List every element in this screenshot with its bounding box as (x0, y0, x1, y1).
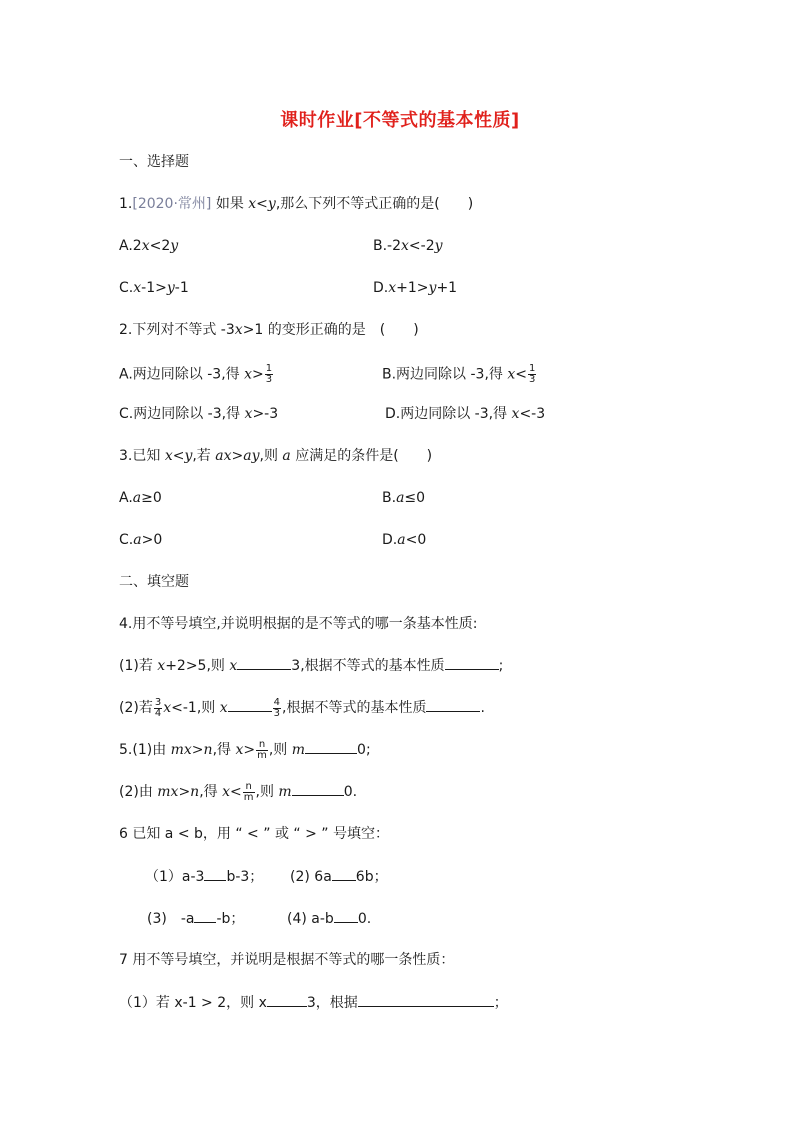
q1-option-a: A.2x<2y (119, 238, 179, 254)
answer-blank[interactable] (334, 908, 358, 923)
q6-part-2: (2) 6a 6b； (290, 866, 388, 887)
answer-blank[interactable] (426, 697, 480, 712)
q2-option-a: A.两边同除以 -3,得 x> $\frac{1}{3}$ (119, 363, 273, 385)
q7-part-1: （1）若 x-1 > 2，则 x 3，根据 ； (119, 992, 508, 1013)
q4-part-2: (2)若 $\frac{3}{4}$ x<-1,则 x $\frac{4}{3}$ ,根据不等式的基本性质 . (119, 696, 485, 719)
question-2-stem: 2.下列对不等式 -3x>1 的变形正确的是 ( ) (119, 322, 419, 338)
q3-option-d: D.a<0 (382, 532, 427, 548)
question-6-stem: 6 已知 a < b，用 “ < ” 或 “ > ” 号填空： (119, 826, 389, 842)
section-heading-fill: 二、填空题 (119, 574, 189, 590)
q3-option-a: A.a≥0 (119, 490, 162, 506)
answer-blank[interactable] (194, 908, 216, 923)
q2-option-d: D.两边同除以 -3,得 x<-3 (385, 406, 546, 422)
answer-blank[interactable] (228, 697, 272, 712)
q1-option-b: B.-2x<-2y (373, 238, 443, 254)
answer-blank[interactable] (445, 655, 499, 670)
answer-blank[interactable] (204, 866, 226, 881)
answer-blank[interactable] (267, 992, 307, 1007)
question-source: [2020·常州] (132, 196, 212, 212)
q2-option-c: C.两边同除以 -3,得 x>-3 (119, 406, 279, 422)
q1-option-d: D.x+1>y+1 (373, 280, 458, 296)
answer-blank[interactable] (358, 992, 494, 1007)
question-1-stem: 1.[2020·常州] 如果 x<y,那么下列不等式正确的是( ) (119, 196, 474, 212)
q3-option-b: B.a≤0 (382, 490, 426, 506)
q2-option-b: B.两边同除以 -3,得 x< $\frac{1}{3}$ (382, 363, 536, 385)
q6-part-1: （1）a-3 b-3； (145, 866, 263, 887)
fraction: $\frac{1}{3}$ (265, 363, 273, 385)
q5-part-2: (2)由 mx>n,得 x< $\frac{n}{m}$ ,则 m 0. (119, 780, 358, 803)
q5-part-1: 5.(1)由 mx>n,得 x> $\frac{n}{m}$ ,则 m 0; (119, 738, 371, 761)
page-title: 课时作业[不等式的基本性质] (280, 110, 520, 131)
q3-option-c: C.a>0 (119, 532, 163, 548)
fraction: $\frac{n}{m}$ (257, 738, 267, 761)
fraction: $\frac{n}{m}$ (243, 780, 254, 803)
answer-blank[interactable] (237, 655, 291, 670)
fraction: $\frac{4}{3}$ (273, 696, 280, 719)
q6-part-3: (3) -a -b； (147, 908, 244, 929)
section-heading-choice: 一、选择题 (119, 154, 189, 170)
question-7-stem: 7 用不等号填空，并说明是根据不等式的哪一条性质： (119, 952, 455, 968)
answer-blank[interactable] (305, 739, 357, 754)
q4-part-1: (1)若 x+2>5,则 x 3,根据不等式的基本性质 ; (119, 655, 503, 676)
q1-option-c: C.x-1>y-1 (119, 280, 189, 296)
fraction: $\frac{1}{3}$ (529, 363, 536, 385)
answer-blank[interactable] (292, 781, 344, 796)
answer-blank[interactable] (332, 866, 356, 881)
fraction: $\frac{3}{4}$ (154, 696, 162, 719)
q6-part-4: (4) a-b 0. (287, 908, 371, 929)
question-4-stem: 4.用不等号填空,并说明根据的是不等式的哪一条基本性质: (119, 616, 478, 632)
question-3-stem: 3.已知 x<y,若 ax>ay,则 a 应满足的条件是( ) (119, 448, 433, 464)
